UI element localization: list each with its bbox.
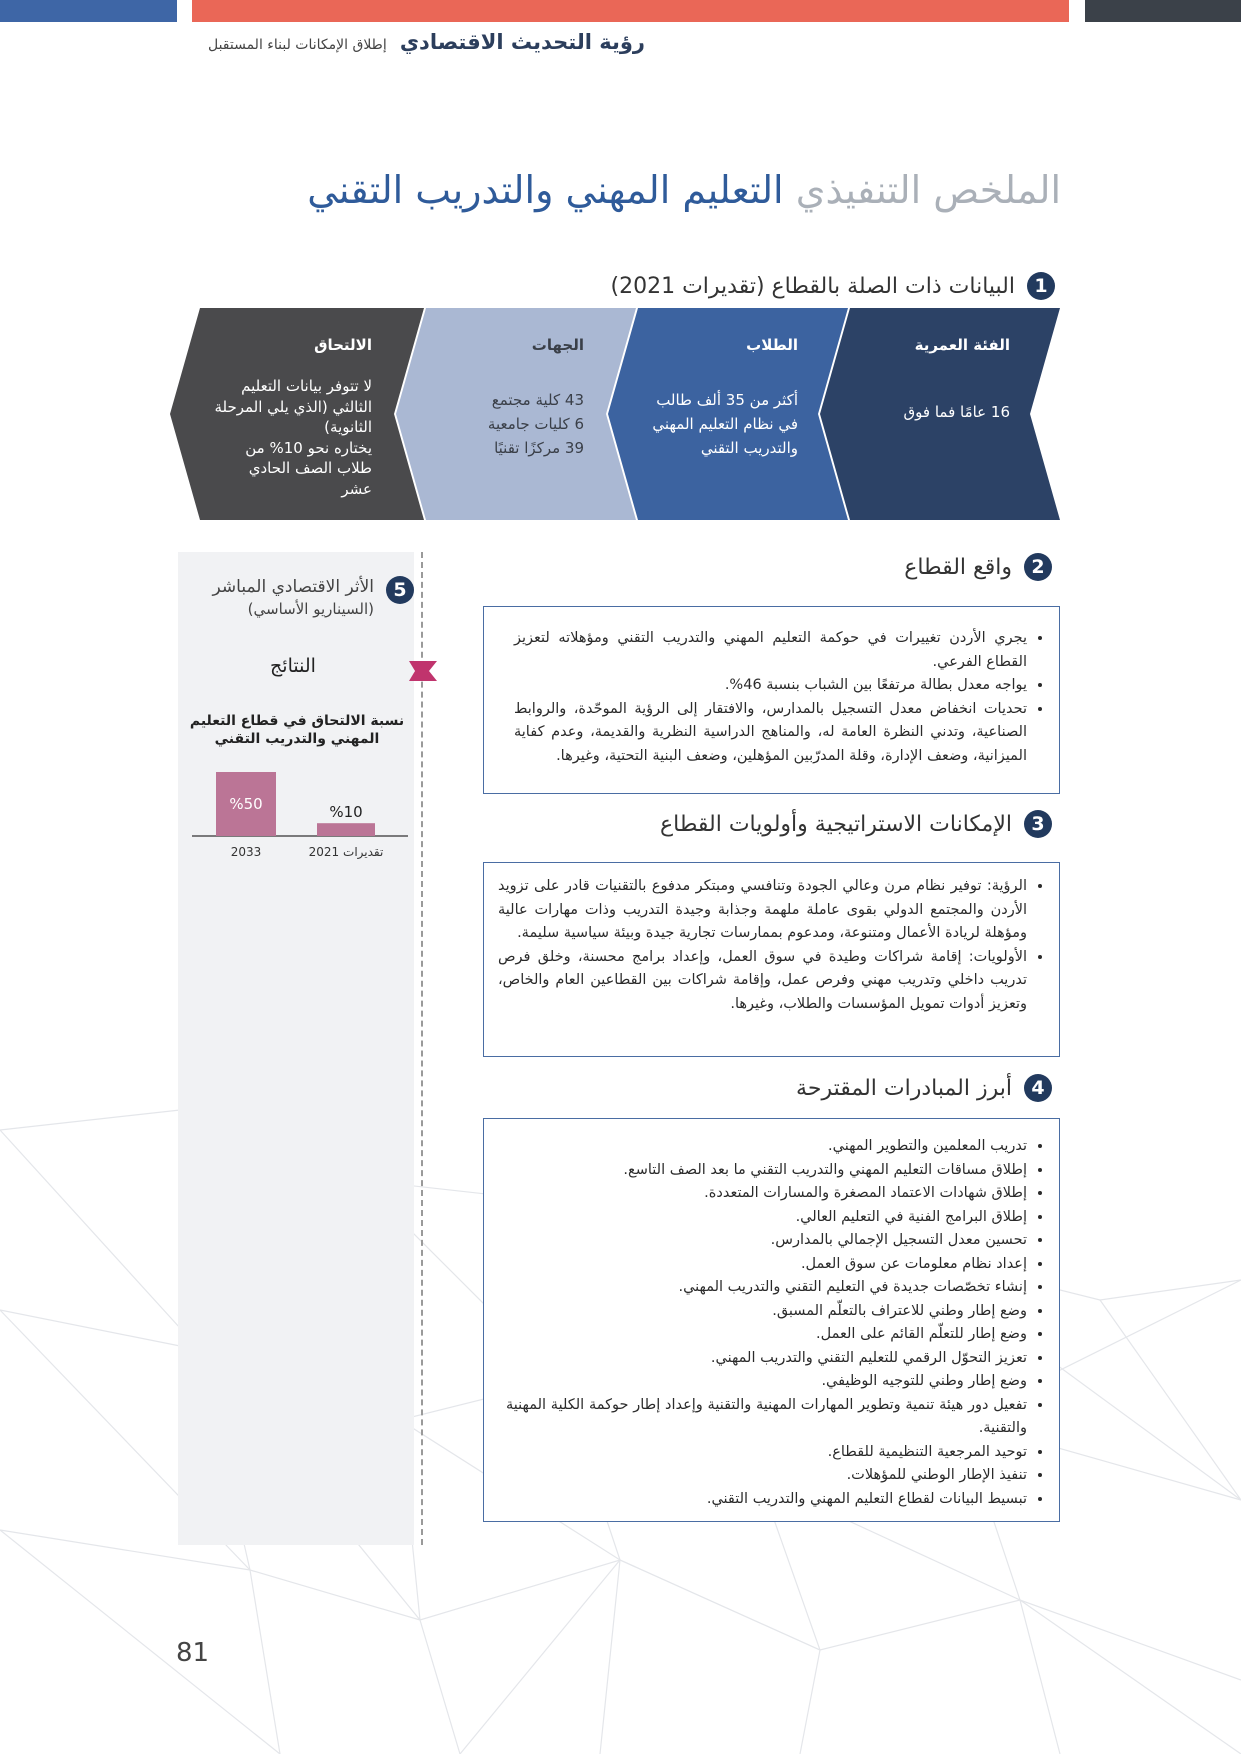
chevron-title: الجهات: [531, 336, 584, 354]
list-item: • تعزيز التحوّل الرقمي للتعليم التقني والتدريب المهني.: [506, 1347, 1027, 1371]
list-item: • يواجه معدل بطالة مرتفعًا بين الشباب بنسبة 46%.: [514, 674, 1027, 698]
section-1-heading: [611, 272, 1056, 300]
chevron-body-line: لا تتوفر بيانات التعليم: [241, 377, 372, 395]
section-2-heading: [904, 553, 1052, 581]
chevron-enrollment-text: [198, 336, 372, 499]
list-item: • تفعيل دور هيئة تنمية وتطوير المهارات المهنية والتقنية وإعداد إطار حوكمة الكلية المهنية والتقنية.: [506, 1394, 1027, 1441]
chart-value-label: %10: [329, 803, 363, 822]
section-3-heading: [660, 810, 1052, 838]
sector-reality-box: [483, 606, 1060, 794]
chevron-body-line: 16 عامًا فما فوق: [903, 403, 1010, 421]
section-4-heading: [796, 1074, 1052, 1102]
top-bar-red: [192, 0, 1069, 22]
chart-category-label: تقديرات 2021: [308, 845, 384, 859]
strategy-box: [483, 862, 1060, 1057]
enrollment-bar-chart: [186, 760, 416, 860]
section-number-badge: 2: [1024, 553, 1052, 581]
chevron-body-line: 6 كليات جامعية: [487, 415, 584, 433]
list-item: • إطلاق البرامج الفنية في التعليم العالي.: [506, 1206, 1027, 1230]
chart-title-line: نسبة الالتحاق في قطاع التعليم: [189, 713, 405, 729]
section-title: الإمكانات الاستراتيجية وأولويات القطاع: [660, 811, 1012, 837]
impact-sidebar: [178, 552, 414, 1545]
list-item: • إنشاء تخصّصات جديدة في التعليم التقني والتدريب المهني.: [506, 1276, 1027, 1300]
chevron-title: الالتحاق: [314, 336, 372, 354]
chevron-body-line: الثانوية): [324, 418, 372, 436]
chevron-body-line: عشر: [341, 479, 372, 498]
results-heading: النتائج: [270, 655, 316, 677]
chart-category-label: 2033: [230, 845, 262, 859]
page-title-blue: التعليم المهني والتدريب التقني: [307, 168, 784, 212]
list-item: • وضع إطار وطني للتوجيه الوظيفي.: [506, 1370, 1027, 1394]
pointer-tag-icon: [409, 661, 437, 681]
section-title: واقع القطاع: [904, 554, 1012, 580]
chevron-body-line: والتدريب التقني: [700, 439, 798, 457]
chevron-body-line: أكثر من 35 ألف طالب: [656, 391, 798, 409]
chevron-students-text: [630, 336, 798, 460]
section-title: أبرز المبادرات المقترحة: [796, 1075, 1012, 1101]
chevron-body-line: 39 مركزًا تقنيًا: [494, 439, 584, 457]
sidebar-dashed-divider: [421, 552, 423, 1545]
list-item: • تبسيط البيانات لقطاع التعليم المهني والتدريب التقني.: [506, 1488, 1027, 1512]
chevron-body-line: طلاب الصف الحادي: [248, 459, 372, 477]
section-subtitle: (السيناريو الأساسي): [247, 600, 374, 618]
page-title: [307, 168, 1061, 212]
document-header: [200, 30, 645, 60]
section-number-badge: 1: [1027, 272, 1055, 300]
chevron-body-line: 43 كلية مجتمع: [491, 391, 584, 409]
list-item: • وضع إطار وطني للاعتراف بالتعلّم المسبق.: [506, 1300, 1027, 1324]
list-item: • تحسين معدل التسجيل الإجمالي بالمدارس.: [506, 1229, 1027, 1253]
section-title: البيانات ذات الصلة بالقطاع (تقديرات 2021): [610, 273, 1015, 299]
header-title: رؤية التحديث الاقتصادي: [399, 30, 645, 54]
list-item: • تدريب المعلمين والتطوير المهني.: [506, 1135, 1027, 1159]
list-item: • تحديات انخفاض معدل التسجيل بالمدارس، والافتقار إلى الرؤية الموحّدة، والروابط الصناعية، وتدني النظرة العامة له، والمناهج الدراسية النظرية والقديمة، وعدم كفاية الميزانية، وضعف الإدارة، وقلة المدرّبين المؤهلين، وضعف البنية التحتية، وغيرها.: [514, 698, 1027, 769]
chart-title: [182, 712, 412, 748]
page-title-grey: الملخص التنفيذي: [795, 168, 1061, 212]
chevron-institutions-text: [440, 336, 584, 460]
section-number-badge: 4: [1024, 1074, 1052, 1102]
list-item: • إطلاق شهادات الاعتماد المصغرة والمسارات المتعددة.: [506, 1182, 1027, 1206]
initiatives-box: [483, 1118, 1060, 1522]
chevron-body-line: في نظام التعليم المهني: [652, 415, 798, 433]
list-item: • الأولويات: إقامة شراكات وطيدة في سوق العمل، وإعداد برامج محسنة، وخلق فرص تدريب داخلي وتدريب مهني وفرص عمل، وإقامة شراكات بين القطاعين العام والخاص، وتعزيز أدوات تمويل المؤسسات والطلاب، وغيرها.: [498, 946, 1027, 1017]
list-item: • إطلاق مساقات التعليم المهني والتدريب التقني ما بعد الصف التاسع.: [506, 1159, 1027, 1183]
initiatives-list: [506, 1135, 1045, 1511]
list-item: • يجري الأردن تغييرات في حوكمة التعليم المهني والتدريب التقني ومؤهلاته لتعزيز القطاع الفرعي.: [514, 627, 1027, 674]
section-title: الأثر الاقتصادي المباشر: [212, 577, 374, 597]
section-5-heading: [213, 576, 414, 620]
chevron-title: الطلاب: [746, 336, 798, 354]
list-item: • إعداد نظام معلومات عن سوق العمل.: [506, 1253, 1027, 1277]
list-item: • توحيد المرجعية التنظيمية للقطاع.: [506, 1441, 1027, 1465]
chevron-body-line: الثالثي (الذي يلي المرحلة: [214, 397, 372, 416]
page-number: 81: [176, 1638, 210, 1668]
section-number-badge: 3: [1024, 810, 1052, 838]
chevron-body-line: يختاره نحو 10% من: [245, 438, 372, 457]
top-bar-blue: [0, 0, 177, 22]
chevron-title: الفئة العمرية: [914, 336, 1010, 354]
top-bar-dark: [1085, 0, 1241, 22]
section-number-badge: 5: [386, 576, 414, 604]
chart-title-line: المهني والتدريب التقني: [214, 731, 380, 747]
chart-bar: [317, 823, 375, 836]
header-subtitle: إطلاق الإمكانات لبناء المستقبل: [207, 37, 387, 53]
list-item: • تنفيذ الإطار الوطني للمؤهلات.: [506, 1464, 1027, 1488]
list-item: • الرؤية: توفير نظام مرن وعالي الجودة وتنافسي ومبتكر مدفوع بالتقنيات قادر على تزويد الأردن والمجتمع الدولي بقوى عاملة ملهمة وجذابة وجيدة التدريب وذات مهارات عالية ومؤهلة لريادة الأعمال ومتنوعة، ومدعوم بممارسات تجارية جيدة وبيئة سياسية سليمة.: [498, 875, 1027, 946]
chevron-age-group-text: [870, 336, 1010, 424]
chart-value-label: %50: [229, 795, 263, 813]
list-item: • وضع إطار للتعلّم القائم على العمل.: [506, 1323, 1027, 1347]
